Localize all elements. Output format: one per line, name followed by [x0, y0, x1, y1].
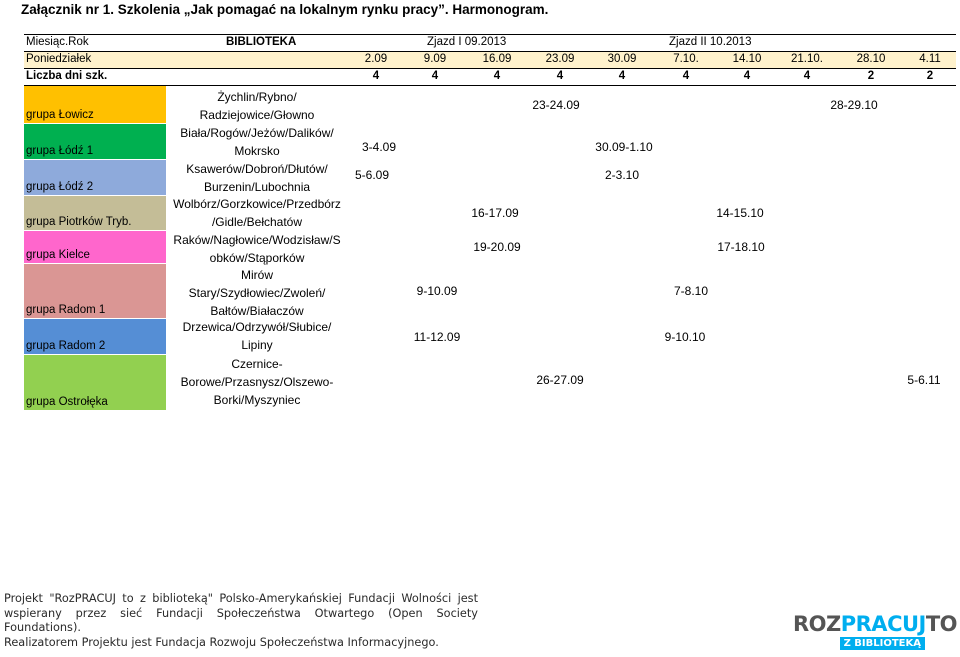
footer-line: Realizatorem Projektu jest Fundacja Rozwoju Społeczeństwa Informacyjnego. — [4, 635, 439, 649]
group-name: grupa Kielce — [26, 249, 90, 261]
meeting-date: 16-17.09 — [471, 206, 519, 220]
meeting-date: 5-6.09 — [354, 168, 390, 182]
days-cell: 4 — [372, 70, 380, 82]
logo-text: ROZPRACUJTO — [793, 612, 958, 636]
group-label-cell — [24, 196, 166, 230]
zjazd-2-label: Zjazd II 10.2013 — [669, 36, 752, 48]
group-libraries: Ksawerów/Dobroń/Dłutów/ Burzenin/Lubochnia — [186, 162, 328, 194]
date-cell: 28.10 — [856, 53, 886, 65]
group-label-cell — [24, 160, 166, 195]
days-cell: 2 — [867, 70, 875, 82]
header-row-days — [24, 68, 956, 86]
meeting-date: 17-18.10 — [717, 240, 765, 254]
meeting-date: 11-12.09 — [413, 330, 461, 344]
group-libraries: Żychlin/Rybno/ Radziejowice/Głowno — [199, 90, 315, 122]
date-cell: 4.11 — [919, 53, 941, 65]
group-label-cell — [24, 86, 166, 123]
meeting-date: 23-24.09 — [532, 98, 580, 112]
group-label-cell — [24, 319, 166, 354]
date-cell: 21.10. — [791, 53, 823, 65]
group-libraries: Czernice- Borowe/Przasnysz/Olszewo- Borki/Myszyniec — [180, 357, 334, 407]
meeting-date: 30.09-1.10 — [595, 140, 653, 154]
header-row-dates — [24, 51, 956, 68]
days-count-label: Liczba dni szk. — [26, 70, 108, 82]
meeting-date: 5-6.11 — [907, 373, 941, 387]
month-year-label: Miesiąc.Rok — [26, 36, 89, 48]
days-cell: 4 — [493, 70, 501, 82]
date-cell: 16.09 — [482, 53, 512, 65]
date-cell: 23.09 — [545, 53, 575, 65]
days-cell: 4 — [618, 70, 626, 82]
meeting-date: 14-15.10 — [716, 206, 764, 220]
group-name: grupa Łowicz — [26, 109, 94, 121]
days-cell: 4 — [803, 70, 811, 82]
library-label: BIBLIOTEKA — [226, 36, 297, 48]
logo-tag: Z BIBLIOTEKĄ — [840, 637, 925, 650]
group-label-cell — [24, 231, 166, 263]
group-name: grupa Radom 1 — [26, 304, 106, 316]
date-cell: 2.09 — [364, 53, 388, 65]
group-name: grupa Radom 2 — [26, 340, 106, 352]
meeting-date: 9-10.10 — [664, 330, 706, 344]
date-cell: 9.09 — [423, 53, 447, 65]
footer-line: wspierany przez sieć Fundacji Społeczeństwa Otwartego (Open Society Foundations). — [4, 606, 478, 634]
meeting-date: 7-8.10 — [673, 284, 709, 298]
footer-line: Projekt "RozPRACUJ to z biblioteką" Polsko-Amerykańskiej Fundacji Wolności jest — [4, 592, 478, 605]
days-cell: 4 — [743, 70, 751, 82]
date-cell: 7.10. — [673, 53, 699, 65]
date-cell: 14.10 — [732, 53, 762, 65]
meeting-date: 9-10.09 — [416, 284, 458, 298]
document-title: Załącznik nr 1. Szkolenia „Jak pomagać na lokalnym rynku pracy”. Harmonogram. — [21, 2, 549, 17]
meeting-date: 2-3.10 — [604, 168, 640, 182]
group-libraries: Biała/Rogów/Jeżów/Dalików/ Mokrsko — [180, 126, 334, 158]
group-name: grupa Łódź 2 — [26, 181, 94, 193]
group-label-cell — [24, 355, 166, 410]
project-footer — [4, 592, 478, 650]
meeting-date: 3-4.09 — [361, 140, 397, 154]
group-name: grupa Ostrołęka — [26, 396, 108, 408]
group-name: grupa Piotrków Tryb. — [26, 216, 132, 228]
group-label-cell — [24, 124, 166, 159]
group-libraries: Raków/Nagłowice/Wodzisław/S obków/Stąporków — [173, 233, 341, 265]
days-cell: 4 — [682, 70, 690, 82]
date-cell: 30.09 — [607, 53, 637, 65]
group-label-cell — [24, 264, 166, 318]
group-libraries: Drzewica/Odrzywół/Słubice/ Lipiny — [182, 320, 332, 352]
group-libraries: Mirów Stary/Szydłowiec/Zwoleń/ Bałtów/Białaczów — [188, 268, 326, 318]
rozpracujto-logo — [793, 612, 958, 654]
meeting-date: 28-29.10 — [830, 98, 878, 112]
meeting-date: 26-27.09 — [536, 373, 584, 387]
header-row-month — [24, 34, 956, 51]
group-name: grupa Łódź 1 — [26, 145, 94, 157]
days-cell: 2 — [926, 70, 934, 82]
monday-label: Poniedziałek — [26, 53, 92, 65]
group-libraries: Wolbórz/Gorzkowice/Przedbórz /Gidle/Bełchatów — [173, 197, 341, 229]
zjazd-1-label: Zjazd I 09.2013 — [427, 36, 507, 48]
days-cell: 4 — [431, 70, 439, 82]
days-cell: 4 — [556, 70, 564, 82]
meeting-date: 19-20.09 — [473, 240, 521, 254]
